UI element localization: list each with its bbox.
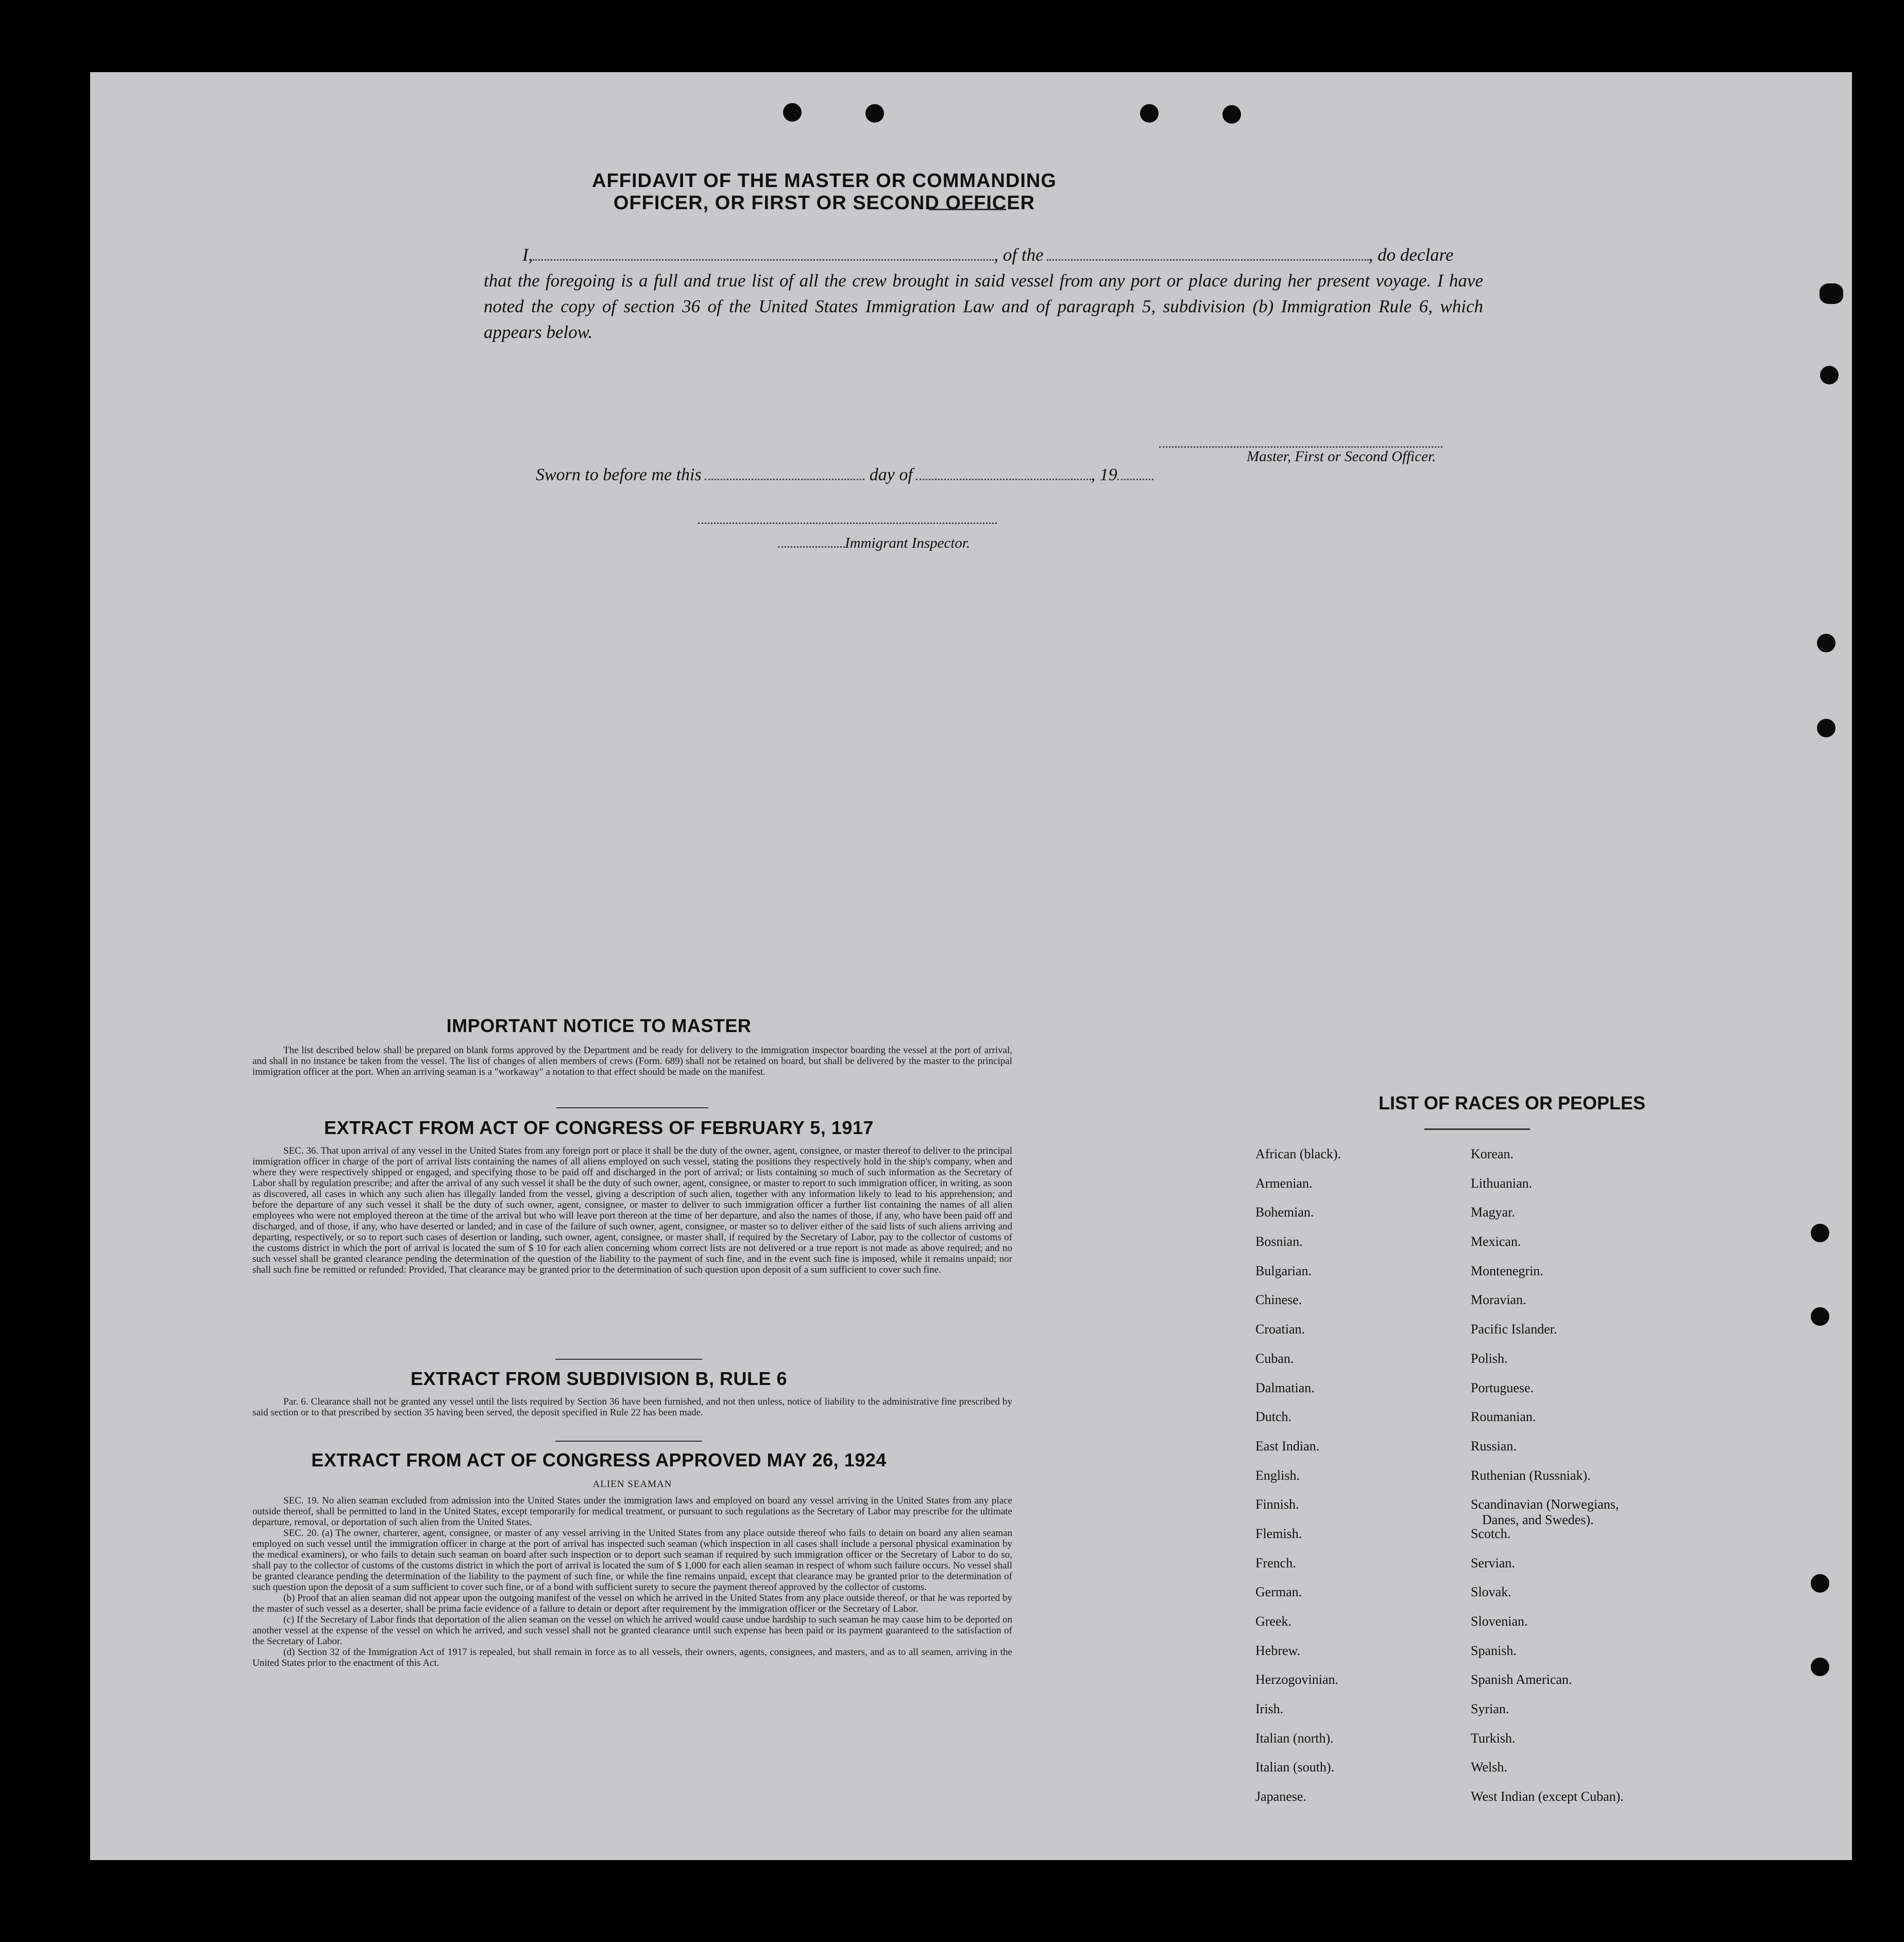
punch-hole (1817, 719, 1835, 737)
alien-seaman-heading: ALIEN SEAMAN (592, 1479, 672, 1490)
sec36-paragraph: SEC. 36. That upon arrival of any vessel in the United States from any foreign port or place it shall be the duty of the owner, agent, consignee, or master thereof to deliver to the principal immigration officer in charge of the port of arrival lists containing the names of all aliens employed on such vessel, stating the positions they respectively hold in the ship's company, when and where they were respectively shipped or engaged, and specifying those to be paid off and discharged in the port of arrival; or lists containing so much of such information as the Secretary of Labor shall by regulation prescribe; and after the arrival of any such vessel it shall be the duty of such owner, agent, consignee, or master to report to such immigration officer, in writing, as soon as discovered, all cases in which any such alien has illegally landed from the vessel, giving a description of such alien, together with any information likely to lead to his apprehension; and before the departure of any such vessel it shall be the duty of such owner, agent, consignee, or master to deliver to such immigration officer a further list containing the names of all alien employees who were not employed thereon at the time of the arrival but who will leave port thereon at the time of her departure, and also the names of those, if any, who have been paid off and discharged, and of those, if any, who have deserted or landed; and in case of the failure of such owner, agent, consignee, or master so to deliver either of the said lists of such aliens arriving and departing, respectively, or so to report such cases of desertion or landing, such owner, agent, consignee, or master shall, if required by the Secretary of Labor, pay to the collector of customs of the customs district in which the port of arrival is located the sum of $ 10 for each alien concerning whom correct lists are not delivered or a true report is not made as above required; and no such vessel shall be granted clearance pending the determination of the question of the liability to the payment of such fine, and in the event such fine is imposed, while it remains unpaid; nor shall such fine be remitted or refunded: Provided, That clearance may be granted prior to the determination of such question upon deposit of a sum sufficient to cover such fine. (252, 1145, 1012, 1275)
par6-paragraph: Par. 6. Clearance shall not be granted any vessel until the lists required by Section 36 have been furnished, and not then unless, notice of liability to the administrative fine prescribed by said section or to that prescribed by section 35 having been served, the deposit specified in Rule 22 has been made. (252, 1396, 1012, 1418)
race-item (1255, 1322, 1341, 1351)
race-item (1471, 1439, 1624, 1468)
punch-hole (1817, 634, 1835, 652)
month-blank[interactable] (916, 465, 1091, 480)
notice-title: IMPORTANT NOTICE TO MASTER (446, 1015, 752, 1036)
race-label: Welsh. (1471, 1760, 1507, 1775)
race-label: Roumanian. (1471, 1409, 1536, 1425)
race-item (1471, 1292, 1624, 1322)
race-label: Mexican. (1471, 1234, 1521, 1249)
race-label: Moravian. (1471, 1292, 1526, 1308)
declaration-of-the: , of the (994, 245, 1044, 265)
race-item (1255, 1380, 1341, 1410)
race-item (1471, 1701, 1624, 1731)
extract-1917-title: EXTRACT FROM ACT OF CONGRESS OF FEBRUARY 5, 1917 (324, 1117, 874, 1138)
race-label: Russian. (1471, 1438, 1517, 1454)
punch-hole (1811, 1658, 1829, 1676)
extract-1924-text (252, 1495, 1012, 1668)
race-item (1471, 1584, 1624, 1614)
sec20b-paragraph: (b) Proof that an alien seaman did not appear upon the outgoing manifest of the vessel on which he arrived in the United States from any place outside thereof, or that he was reported by the master of such vessel as a deserter, shall be prima facie evidence of a failure to detain or deport after requirement by the immigration officer or the Secretary of Labor. (252, 1593, 1012, 1614)
punch-hole (1820, 366, 1839, 384)
race-label: Armenian. (1255, 1175, 1313, 1191)
vessel-blank[interactable] (1047, 246, 1369, 261)
race-label: Portuguese. (1471, 1380, 1534, 1395)
sec19-paragraph: SEC. 19. No alien seaman excluded from admission into the United States under the immigration laws and employed on board any vessel arriving in the United States from any place outside thereof, shall be permitted to land in the United States, except temporarily for medical treatment, or pursuant to such regulations as the Secretary of Labor may prescribe for the ultimate departure, removal, or deportation of such alien from the United States. (252, 1495, 1012, 1528)
race-item (1255, 1556, 1341, 1585)
race-label: Slovak. (1471, 1584, 1511, 1600)
race-label: Japanese. (1255, 1789, 1306, 1804)
race-label: Hebrew. (1255, 1643, 1301, 1658)
race-label: Bulgarian. (1255, 1263, 1312, 1278)
notice-paragraph: The list described below shall be prepared on blank forms approved by the Department and be ready for delivery to the immigration inspector boarding the vessel at the port of arrival, and shall in no instance be taken from the vessel. The list of changes of alien members of crews (Form. 689) shall not be retained on board, but shall be delivered by the master to the principal immigration officer at the port. When an arriving seaman is a "workaway" a notation to that effect should be made on the manifest. (252, 1045, 1012, 1077)
race-label: Greek. (1255, 1614, 1292, 1629)
race-item (1471, 1760, 1624, 1789)
race-label: Servian. (1471, 1555, 1515, 1571)
race-item (1255, 1263, 1341, 1293)
race-label: Turkish. (1471, 1730, 1516, 1746)
race-item (1471, 1409, 1624, 1439)
rule6-title: EXTRACT FROM SUBDIVISION B, RULE 6 (410, 1368, 788, 1389)
race-label: African (black). (1255, 1146, 1341, 1161)
race-label-continued: Danes, and Swedes). (1482, 1512, 1594, 1528)
race-label: Dalmatian. (1255, 1380, 1315, 1395)
declaration-i: I, (522, 245, 533, 265)
extract-1924-title: EXTRACT FROM ACT OF CONGRESS APPROVED MAY 26, 1924 (311, 1449, 887, 1471)
race-label: Montenegrin. (1471, 1263, 1543, 1278)
rule6-text (252, 1396, 1012, 1418)
name-blank[interactable] (533, 246, 994, 261)
punch-hole (1811, 1224, 1829, 1242)
race-item (1255, 1526, 1341, 1556)
sworn-line (536, 465, 1153, 485)
race-item (1255, 1409, 1341, 1439)
race-label: Herzogovinian. (1255, 1672, 1339, 1687)
punch-hole (1811, 1574, 1829, 1593)
race-item (1255, 1497, 1341, 1526)
declaration-body: that the foregoing is a full and true list of all the crew brought in said vessel from any port or place during her present voyage. I have noted the copy of section 36 of the United States Immigration Law and of paragraph 5, subdivision (b) Immigration Rule 6, which appears below. (484, 271, 1483, 342)
race-item (1471, 1672, 1624, 1701)
race-item (1471, 1526, 1624, 1556)
races-title: LIST OF RACES OR PEOPLES (1378, 1092, 1646, 1113)
race-label: English. (1255, 1467, 1300, 1483)
sec20c-paragraph: (c) If the Secretary of Labor finds that deportation of the alien seaman on the vessel on which he arrived would cause undue hardship to such seaman he may cause him to be deported on another vessel at the expense of the vessel on which he arrived, and such vessel shall not be granted clearance until such expense has been paid or its payment guaranteed to the satisfaction of the Secretary of Labor. (252, 1614, 1012, 1647)
race-label: Syrian. (1471, 1701, 1509, 1717)
signature-label: Master, First or Second Officer. (1247, 448, 1436, 465)
race-item (1471, 1789, 1624, 1818)
race-item (1471, 1176, 1624, 1205)
punch-hole (1811, 1307, 1829, 1326)
race-label: Flemish. (1255, 1526, 1302, 1541)
race-item (1255, 1439, 1341, 1468)
sec20d-paragraph: (d) Section 32 of the Immigration Act of 1917 is repealed, but shall remain in force as to all vessels, their owners, agents, consignees, and masters, and as to all seamen, arriving in the United States prior to the enactment of this Act. (252, 1647, 1012, 1668)
sworn-day-of: day of (869, 465, 913, 484)
race-label: French. (1255, 1555, 1296, 1571)
race-label: Pacific Islander. (1471, 1322, 1557, 1337)
race-item (1255, 1643, 1341, 1673)
race-label: Cuban. (1255, 1350, 1294, 1366)
race-item (1471, 1614, 1624, 1643)
race-label: Ruthenian (Russniak). (1471, 1467, 1591, 1483)
punch-hole (1820, 283, 1843, 304)
punch-hole (1222, 105, 1241, 124)
race-label: Magyar. (1471, 1205, 1515, 1220)
race-item (1471, 1643, 1624, 1673)
race-label: Finnish. (1255, 1497, 1299, 1512)
punch-hole (783, 103, 802, 122)
punch-hole (1140, 104, 1159, 123)
race-label: Croatian. (1255, 1322, 1305, 1337)
race-item (1471, 1205, 1624, 1234)
races-column-2 (1471, 1146, 1624, 1818)
race-item (1255, 1234, 1341, 1263)
race-label: Polish. (1471, 1350, 1508, 1366)
punch-hole (865, 104, 884, 123)
races-column-1 (1255, 1146, 1341, 1818)
race-label: Spanish American. (1471, 1672, 1572, 1687)
race-item (1255, 1701, 1341, 1731)
race-item (1255, 1731, 1341, 1760)
race-item (1471, 1497, 1624, 1526)
race-label: West Indian (except Cuban). (1471, 1789, 1624, 1804)
race-item (1471, 1731, 1624, 1760)
race-item (1255, 1760, 1341, 1789)
divider (555, 1441, 702, 1442)
inspector-label: Immigrant Inspector. (845, 535, 971, 551)
race-label: Italian (south). (1255, 1760, 1335, 1775)
affidavit-title: AFFIDAVIT OF THE MASTER OR COMMANDING OFFICER, OR FIRST OR SECOND OFFICER (592, 170, 1057, 214)
race-label: Scotch. (1471, 1526, 1511, 1541)
divider (929, 209, 1006, 210)
race-item (1471, 1380, 1624, 1410)
race-label: Bohemian. (1255, 1205, 1314, 1220)
inspector-signature-line[interactable] (698, 509, 997, 524)
race-item (1255, 1468, 1341, 1497)
race-label: German. (1255, 1584, 1302, 1600)
race-item (1471, 1468, 1624, 1497)
race-item (1471, 1263, 1624, 1293)
race-item (1255, 1789, 1341, 1818)
race-item (1255, 1351, 1341, 1380)
race-label: Dutch. (1255, 1409, 1292, 1425)
race-item (1255, 1614, 1341, 1643)
race-item (1471, 1234, 1624, 1263)
sec20a-paragraph: SEC. 20. (a) The owner, charterer, agent, consignee, or master of any vessel arriving in the United States from any place outside thereof who fails to detain on board any alien seaman employed on such vessel until the immigration officer in charge at the port of arrival has inspected such seaman (which inspection in all cases shall include a personal physical examination by the medical examiners), or who fails to detain such seaman on board after such inspection or to deport such seaman if required by such immigration officer or the Secretary of Labor to do so, shall pay to the collector of customs of the customs district in which the port of arrival is located the sum of $ 1,000 for each alien seaman in respect of whom such failure occurs. No vessel shall be granted clearance pending the determination of the liability to the payment of such fine, or while the fine remains unpaid, except that clearance may be granted prior to the determination of such question upon the deposit of a sum sufficient to cover such fine, or of a bond with sufficient surety to secure the payment thereof approved by the collector of customs. (252, 1528, 1012, 1593)
race-label: Chinese. (1255, 1292, 1302, 1308)
race-label: East Indian. (1255, 1438, 1320, 1454)
race-item (1255, 1672, 1341, 1701)
day-blank[interactable] (705, 465, 864, 480)
race-item (1255, 1584, 1341, 1614)
notice-text (252, 1045, 1012, 1077)
declaration-text (484, 242, 1483, 345)
race-item (1471, 1351, 1624, 1380)
inspector-line (778, 535, 970, 552)
sworn-year: , 19 (1091, 465, 1117, 484)
divider (1424, 1128, 1530, 1130)
year-blank[interactable] (1117, 465, 1153, 480)
race-label: Lithuanian. (1471, 1175, 1533, 1191)
race-label: Italian (north). (1255, 1730, 1334, 1746)
inspector-blank[interactable] (778, 536, 845, 548)
race-item (1255, 1205, 1341, 1234)
race-item (1471, 1556, 1624, 1585)
race-item (1471, 1322, 1624, 1351)
sworn-prefix: Sworn to before me this (536, 465, 702, 484)
race-label: Bosnian. (1255, 1234, 1303, 1249)
race-item (1255, 1292, 1341, 1322)
divider (556, 1107, 708, 1108)
race-label: Irish. (1255, 1701, 1284, 1717)
form-sheet (90, 72, 1852, 1860)
extract-1917-text (252, 1145, 1012, 1275)
signature-line[interactable] (1159, 433, 1442, 448)
race-label: Slovenian. (1471, 1614, 1528, 1629)
race-label: Spanish. (1471, 1643, 1517, 1658)
race-item (1255, 1176, 1341, 1205)
race-item (1471, 1146, 1624, 1176)
divider (555, 1359, 702, 1360)
race-item (1255, 1146, 1341, 1176)
race-label: Korean. (1471, 1146, 1514, 1161)
declaration-do-declare: , do declare (1368, 245, 1454, 265)
race-label: Scandinavian (Norwegians, (1471, 1497, 1619, 1512)
